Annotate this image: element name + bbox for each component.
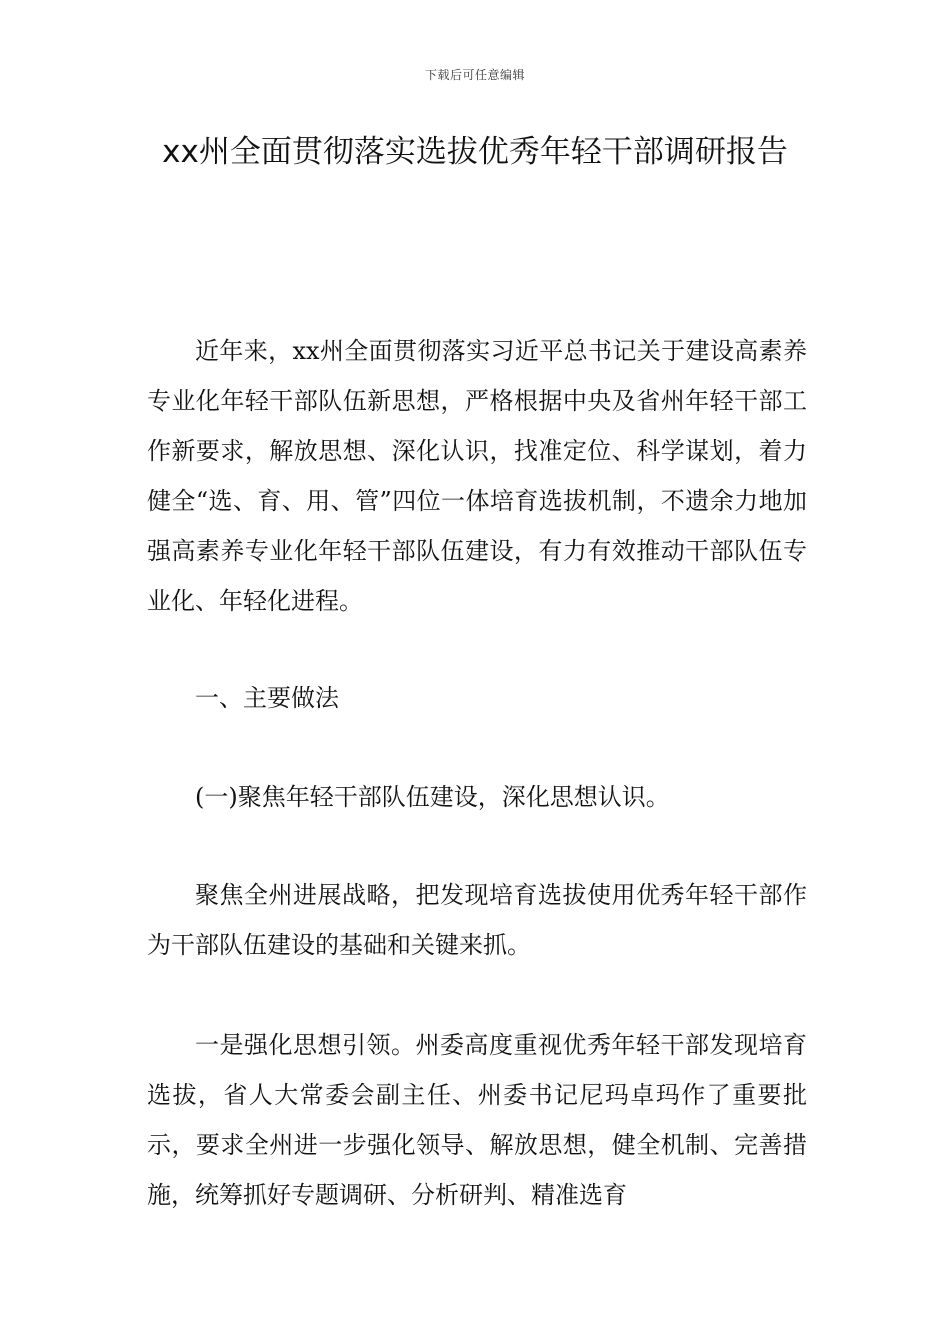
header-note: 下载后可任意编辑 (424, 68, 525, 82)
paragraph-strategy: 聚焦全州进展战略，把发现培育选拔使用优秀年轻干部作为干部队伍建设的基础和关键来抓。 (147, 881, 807, 959)
paragraph-intro: 近年来，xx州全面贯彻落实习近平总书记关于建设高素养专业化年轻干部队伍新思想，严格根据中央及省州年轻干部工作新要求，解放思想、深化认识，找准定位、科学谋划，着力健全“选、育、用、管”四位一体培育选拔机制，不遗余力地加强高素养专业化年轻干部队伍建设，有力有效推动干部队伍专业化、年轻化进程。 (147, 337, 807, 615)
paragraph-guidance: 一是强化思想引领。州委高度重视优秀年轻干部发现培育选拔，省人大常委会副主任、州委书记尼玛卓玛作了重要批示，要求全州进一步强化领导、解放思想，健全机制、完善措施，统筹抓好专题调研、分析研判、精准选育 (147, 1031, 807, 1209)
document-title: xx州全面贯彻落实选拔优秀年轻干部调研报告 (162, 134, 788, 170)
section-heading-main-practices: 一、主要做法 (195, 684, 339, 712)
subsection-heading-1: (一)聚焦年轻干部队伍建设，深化思想认识。 (195, 783, 670, 811)
